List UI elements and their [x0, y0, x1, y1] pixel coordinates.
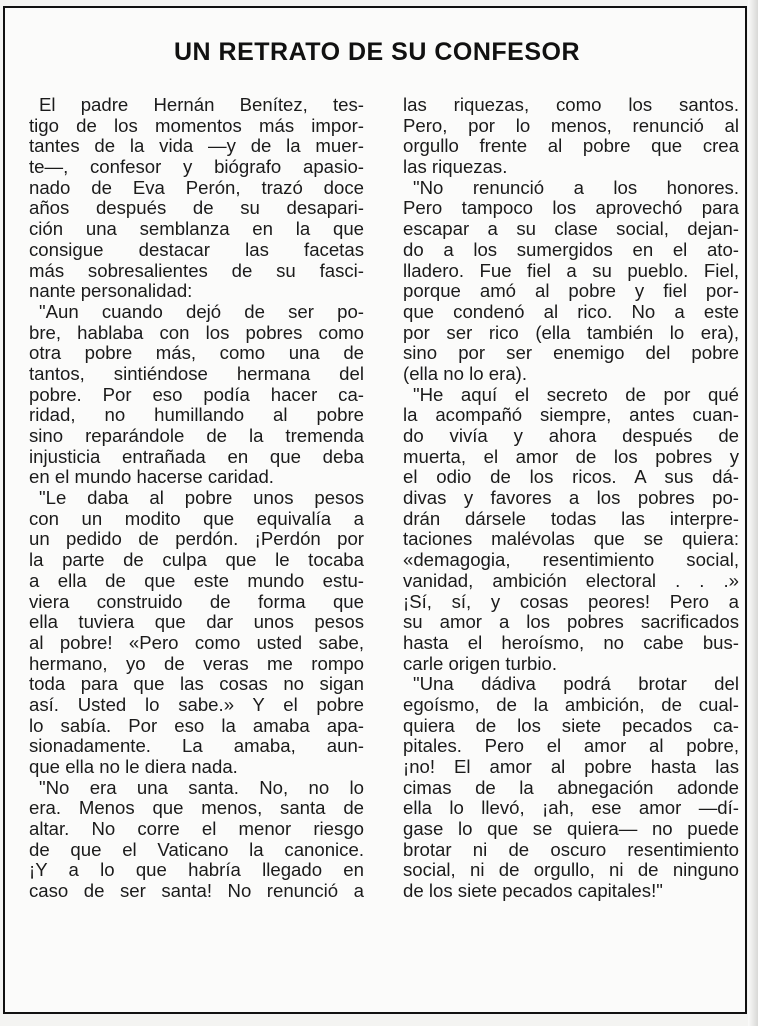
text-line: "Una dádiva podrá brotar del	[413, 674, 739, 695]
text-line: sionadamente. La amaba, aun-	[29, 736, 364, 757]
text-line: pitales. Pero el amor al pobre,	[403, 736, 739, 757]
text-line: do a los sumergidos en el ato-	[403, 239, 739, 260]
text-line: «demagogia, resentimiento social,	[403, 550, 739, 571]
text-line: en el mundo hacerse caridad.	[29, 467, 274, 488]
article-title: UN RETRATO DE SU CONFESOR	[173, 38, 581, 66]
text-line: otra pobre más, como una de	[29, 343, 364, 364]
text-line: ¡no! El amor al pobre hasta las	[403, 757, 739, 777]
text-line: ella lo llevó, ¡ah, ese amor —dí-	[403, 798, 739, 819]
text-line: un pedido de perdón. ¡Perdón por	[29, 529, 364, 550]
text-line: de los siete pecados capitales!"	[403, 881, 663, 902]
text-line: quiera de los siete pecados ca-	[403, 715, 739, 736]
text-line: hermano, yo de veras me rompo	[29, 653, 364, 674]
text-line: "Le daba al pobre unos pesos	[39, 488, 364, 509]
page-edge-shadow	[748, 0, 758, 1026]
text-line: las riquezas, como los santos.	[403, 95, 739, 115]
text-line: social, ni de orgullo, ni de ninguno	[403, 860, 739, 881]
text-line: la parte de culpa que le tocaba	[29, 550, 364, 571]
text-line: altar. No corre el menor riesgo	[29, 819, 364, 840]
text-line: su amor a los pobres sacrificados	[403, 612, 739, 633]
right-column	[403, 95, 739, 902]
text-line: do vivía y ahora después de	[403, 426, 739, 446]
text-line: divas y favores a los pobres po-	[403, 488, 739, 509]
text-line: ¡Sí, sí, y cosas peores! Pero a	[403, 591, 739, 612]
text-line: tigo de los momentos más impor-	[29, 115, 364, 136]
text-line: que condenó al rico. No a este	[403, 301, 739, 322]
text-line: Pero tampoco los aprovechó para	[403, 198, 739, 219]
text-line: "No renunció a los honores.	[413, 177, 739, 198]
text-line: más sobresalientes de su fasci-	[29, 260, 364, 281]
text-line: nante personalidad:	[29, 281, 193, 302]
text-line: las riquezas.	[403, 157, 508, 178]
text-line: ella tuviera que dar unos pesos	[29, 612, 364, 633]
text-line: brotar ni de oscuro resentimiento	[403, 839, 739, 860]
text-line: por ser rico (ella también lo era),	[403, 322, 739, 343]
text-line: escapar a su clase social, dejan-	[403, 219, 739, 240]
text-line: egoísmo, de la ambición, de cual-	[403, 694, 739, 715]
text-line: años después de su desapari-	[29, 198, 364, 219]
text-line: hasta el heroísmo, no cabe bus-	[403, 632, 739, 653]
text-line: muerta, el amor de los pobres y	[403, 446, 739, 467]
text-line: a ella de que este mundo estu-	[29, 570, 364, 591]
text-line: "No era una santa. No, no lo	[39, 777, 364, 798]
text-line: ción una semblanza en la que	[29, 219, 364, 240]
text-line: "He aquí el secreto de por qué	[413, 384, 739, 405]
text-line: gase lo que se quiera— no puede	[403, 819, 739, 840]
text-line: así. Usted lo sabe.» Y el pobre	[29, 694, 364, 715]
text-line: tantos, sintiéndose hermana del	[29, 363, 364, 384]
text-line: Pero, por lo menos, renunció al	[403, 115, 739, 136]
text-line: caso de ser santa! No renunció a	[29, 881, 364, 902]
text-line: drán dársele todas las interpre-	[403, 508, 739, 529]
text-line: al pobre! «Pero como usted sabe,	[29, 632, 364, 653]
article-frame	[3, 6, 747, 1014]
text-line: El padre Hernán Benítez, tes-	[39, 95, 364, 115]
text-line: injusticia entrañada en que deba	[29, 446, 364, 467]
text-line: nado de Eva Perón, trazó doce	[29, 177, 364, 198]
text-line: tantes de la vida —y de la muer-	[29, 136, 364, 157]
text-line: era. Menos que menos, santa de	[29, 798, 364, 819]
text-line: porque amó al pobre y fiel por-	[403, 281, 739, 302]
text-line: vanidad, ambición electoral . . .»	[403, 570, 739, 591]
text-line: ¡Y a lo que habría llegado en	[29, 860, 364, 881]
text-line: bre, hablaba con los pobres como	[29, 322, 364, 343]
text-line: carle origen turbio.	[403, 653, 557, 674]
text-line: orgullo frente al pobre que crea	[403, 136, 739, 157]
text-line: sino por ser enemigo del pobre	[403, 343, 739, 364]
text-line: la acompañó siempre, antes cuan-	[403, 405, 739, 426]
text-line: lladero. Fue fiel a su pueblo. Fiel,	[403, 260, 739, 281]
text-line: "Aun cuando dejó de ser po-	[39, 301, 364, 322]
text-line: el odio de los ricos. A sus dá-	[403, 467, 739, 488]
text-line: de que el Vaticano la canonice.	[29, 839, 364, 860]
text-line: sino reparándole de la tremenda	[29, 426, 364, 446]
text-line: lo sabía. Por eso la amaba apa-	[29, 715, 364, 736]
text-line: con un modito que equivalía a	[29, 508, 364, 529]
left-column	[29, 95, 364, 902]
text-line: te—, confesor y biógrafo apasio-	[29, 157, 364, 178]
text-line: taciones malévolas que se quiera:	[403, 529, 739, 550]
text-line: cimas de la abnegación adonde	[403, 777, 739, 798]
text-line: que ella no le diera nada.	[29, 757, 238, 777]
text-line: (ella no lo era).	[403, 363, 528, 384]
text-line: toda para que las cosas no sigan	[29, 674, 364, 695]
text-line: pobre. Por eso podía hacer ca-	[29, 384, 364, 405]
text-line: ridad, no humillando al pobre	[29, 405, 364, 426]
text-line: viera construido de forma que	[29, 591, 364, 612]
text-line: consigue destacar las facetas	[29, 239, 364, 260]
